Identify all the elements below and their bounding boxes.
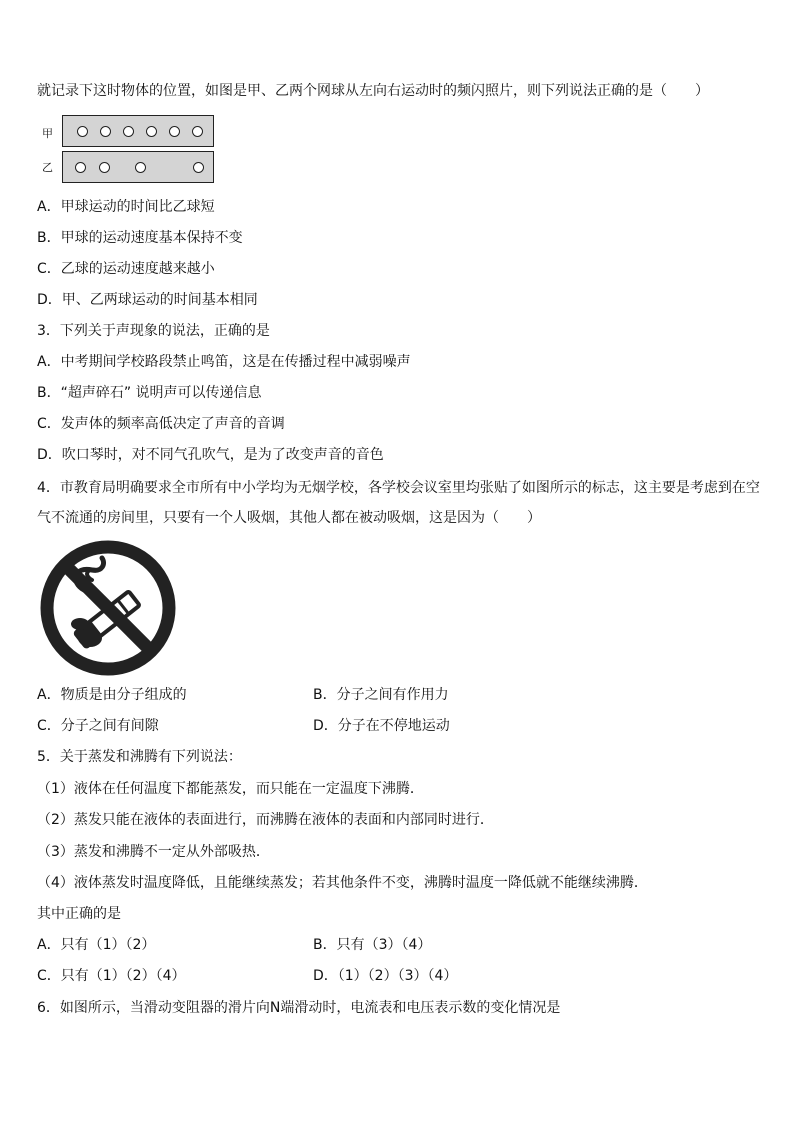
q2-option-a: A．甲球运动的时间比乙球短 bbox=[37, 199, 215, 215]
q2-stem: 就记录下这时物体的位置，如图是甲、乙两个网球从左向右运动时的频闪照片，则下列说法正确的是（ ） bbox=[37, 83, 709, 99]
q5-question: 其中正确的是 bbox=[37, 906, 121, 922]
ball-icon bbox=[77, 126, 88, 137]
q5-option-b: B．只有（3）（4） bbox=[313, 937, 432, 953]
q5-statement-3: （3）蒸发和沸腾不一定从外部吸热． bbox=[37, 844, 270, 860]
q4-option-d: D．分子在不停地运动 bbox=[313, 718, 450, 734]
q4-option-c: C．分子之间有间隙 bbox=[37, 718, 159, 734]
q2-option-b: B．甲球的运动速度基本保持不变 bbox=[37, 230, 243, 246]
ball-icon bbox=[135, 162, 146, 173]
q4-option-a: A．物质是由分子组成的 bbox=[37, 687, 187, 703]
q3-option-a: A．中考期间学校路段禁止鸣笛，这是在传播过程中减弱噪声 bbox=[37, 354, 411, 370]
ball-icon bbox=[193, 162, 204, 173]
ball-row-jia bbox=[62, 115, 214, 147]
q5-stem: 5．关于蒸发和沸腾有下列说法： bbox=[37, 749, 242, 765]
q3-option-c: C．发声体的频率高低决定了声音的音调 bbox=[37, 416, 285, 432]
q2-option-d: D．甲、乙两球运动的时间基本相同 bbox=[37, 292, 258, 308]
ball-icon bbox=[146, 126, 157, 137]
q5-statement-2: （2）蒸发只能在液体的表面进行，而沸腾在液体的表面和内部同时进行． bbox=[37, 812, 494, 828]
q5-statement-4: （4）液体蒸发时温度降低，且能继续蒸发；若其他条件不变，沸腾时温度一降低就不能继续沸腾． bbox=[37, 875, 648, 891]
q3-option-d: D．吹口琴时，对不同气孔吹气，是为了改变声音的音色 bbox=[37, 447, 384, 463]
q2-option-c: C．乙球的运动速度越来越小 bbox=[37, 261, 215, 277]
row-label-jia: 甲 bbox=[42, 127, 53, 140]
ball-icon bbox=[169, 126, 180, 137]
q4-stem-line2: 气不流通的房间里，只要有一个人吸烟，其他人都在被动吸烟，这是因为（ ） bbox=[37, 510, 541, 526]
q4-stem-line1: 4．市教育局明确要求全市所有中小学均为无烟学校，各学校会议室里均张贴了如图所示的标志，这主要是考虑到在空 bbox=[37, 480, 760, 496]
q4-option-b: B．分子之间有作用力 bbox=[313, 687, 449, 703]
ball-icon bbox=[123, 126, 134, 137]
q5-option-d: D．（1）（2）（3）（4） bbox=[313, 968, 458, 984]
q6-stem: 6．如图所示，当滑动变阻器的滑片向N端滑动时，电流表和电压表示数的变化情况是 bbox=[37, 1000, 561, 1016]
q5-statement-1: （1）液体在任何温度下都能蒸发，而只能在一定温度下沸腾． bbox=[37, 781, 424, 797]
ball-icon bbox=[100, 126, 111, 137]
ball-icon bbox=[192, 126, 203, 137]
q3-stem: 3．下列关于声现象的说法，正确的是 bbox=[37, 323, 270, 339]
q5-option-a: A．只有（1）（2） bbox=[37, 937, 156, 953]
q5-option-c: C．只有（1）（2）（4） bbox=[37, 968, 186, 984]
ball-icon bbox=[75, 162, 86, 173]
q3-option-b: B．“超声碎石” 说明声可以传递信息 bbox=[37, 385, 262, 401]
ball-icon bbox=[99, 162, 110, 173]
no-smoking-sign-icon bbox=[40, 540, 176, 676]
row-label-yi: 乙 bbox=[42, 161, 53, 174]
ball-row-yi bbox=[62, 151, 214, 183]
